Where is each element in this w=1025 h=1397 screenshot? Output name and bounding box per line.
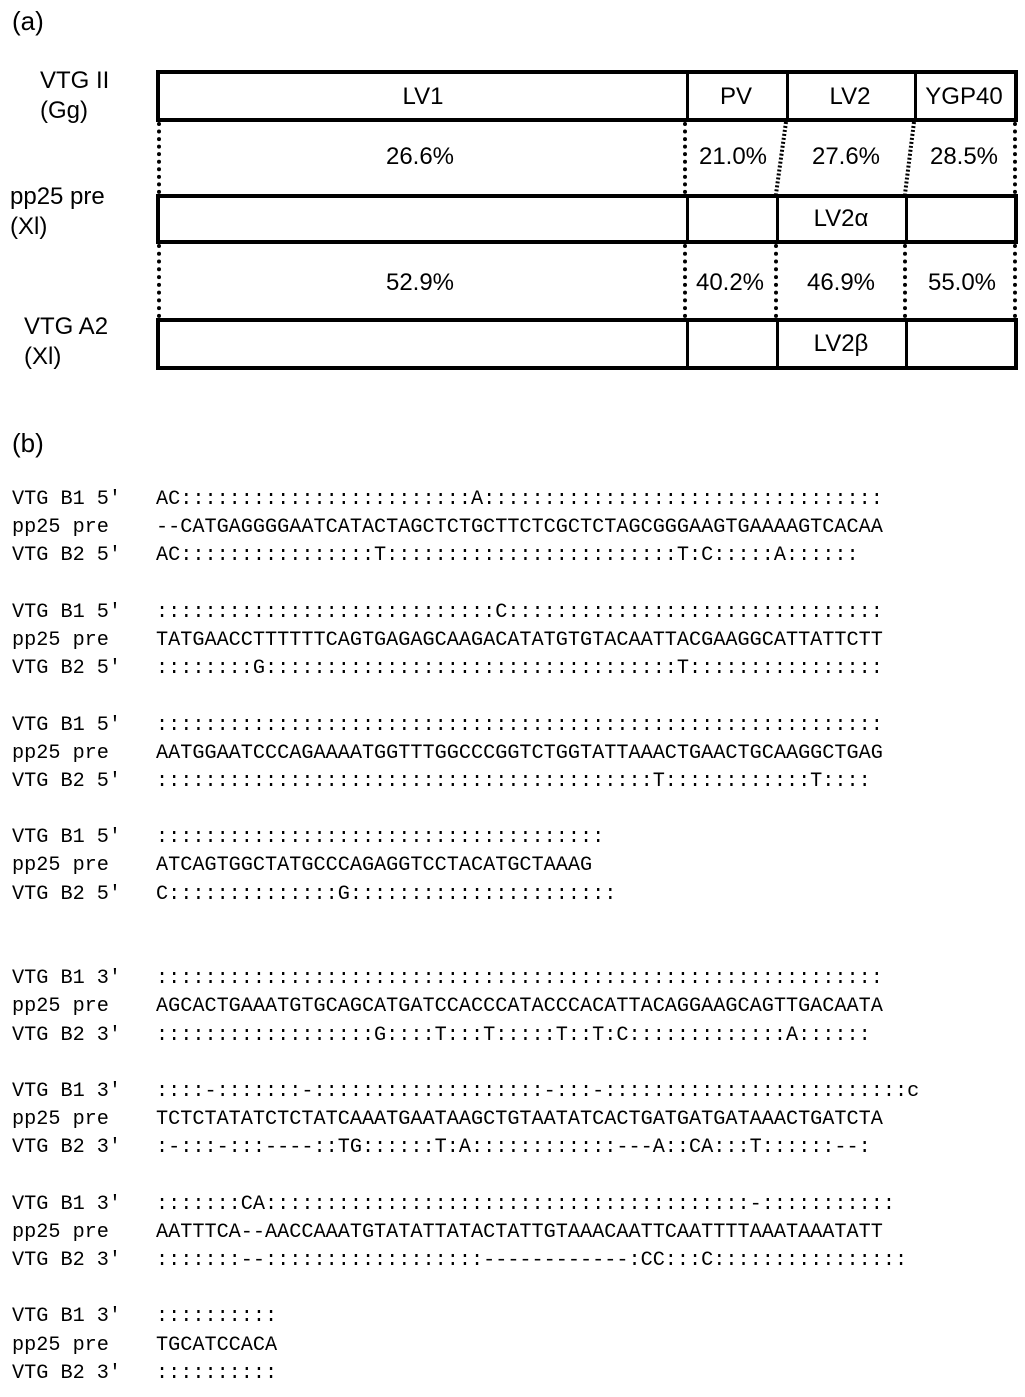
- sequence-text: TGCATCCACA: [156, 1333, 278, 1357]
- sequence-name: VTG B2 3': [12, 1249, 122, 1273]
- identity-1-lv2: 27.6%: [811, 143, 881, 170]
- alignment-line: [12, 542, 919, 570]
- alignment-gap: [12, 1275, 919, 1303]
- identity-2-lv1: 52.9%: [385, 269, 455, 296]
- sequence-text: ::::-:::::::-:::::::::::::::::::-:::-:::::::::::::::::::::::::c: [156, 1079, 920, 1103]
- alignment-line: [12, 1191, 919, 1219]
- sequence-text: ::::::::::::::::::::::::::::C:::::::::::::::::::::::::::::::: [156, 600, 883, 624]
- alignment-line: [12, 1106, 919, 1134]
- domain-diagram: [0, 0, 1025, 380]
- sequence-name: pp25 pre: [12, 1108, 109, 1132]
- alignment-gap: [12, 683, 919, 711]
- alignment-line: [12, 824, 919, 852]
- segment-pv: PV: [719, 83, 752, 110]
- sequence-alignment: [12, 486, 919, 1388]
- connector-pv-lv2: [776, 122, 786, 194]
- sequence-name: VTG B2 5': [12, 769, 122, 793]
- sequence-text: ::::::::::::::::::G::::T:::T:::::T::T:C:::::::::::::A::::::: [156, 1023, 871, 1047]
- sequence-name: VTG B2 3': [12, 1023, 122, 1047]
- alignment-gap: [12, 1050, 919, 1078]
- sequence-text: C::::::::::::::G::::::::::::::::::::::: [156, 882, 617, 906]
- alignment-line: [12, 486, 919, 514]
- sequence-name: VTG B1 5': [12, 826, 122, 850]
- alignment-line: [12, 1247, 919, 1275]
- alignment-line: [12, 768, 919, 796]
- alignment-line: [12, 881, 919, 909]
- row-species-vtg2: (Gg): [40, 97, 88, 124]
- identity-1-ygp40: 28.5%: [929, 143, 999, 170]
- identity-2-pv: 40.2%: [695, 269, 765, 296]
- sequence-text: AATGGAATCCCAGAAAATGGTTTGGCCCGGTCTGGTATTAAACTGAACTGCAAGGCTGAG: [156, 741, 883, 765]
- alignment-line: [12, 1360, 919, 1388]
- row-species-a2: (Xl): [24, 343, 62, 370]
- sequence-text: AATTTCA--AACCAAATGTATATTATACTATTGTAAACAATTCAATTTTAAATAAATATT: [156, 1220, 883, 1244]
- sequence-text: ::::::::::: [156, 1305, 278, 1329]
- identity-2-ygp40: 55.0%: [927, 269, 997, 296]
- alignment-line: [12, 514, 919, 542]
- sequence-name: VTG B1 3': [12, 1305, 122, 1329]
- alignment-line: [12, 1134, 919, 1162]
- panel-a-label: (a): [12, 6, 44, 36]
- sequence-name: VTG B1 3': [12, 1192, 122, 1216]
- sequence-name: pp25 pre: [12, 995, 109, 1019]
- sequence-name: VTG B1 3': [12, 1079, 122, 1103]
- sequence-text: ::::::::G::::::::::::::::::::::::::::::::::T::::::::::::::::: [156, 657, 883, 681]
- row-species-pp25: (Xl): [10, 213, 48, 240]
- sequence-name: pp25 pre: [12, 516, 109, 540]
- alignment-line: [12, 1078, 919, 1106]
- alignment-line: [12, 1022, 919, 1050]
- pp25-divider-1: [686, 198, 689, 240]
- row-name-a2: VTG A2: [24, 313, 109, 340]
- segment-ygp40: YGP40: [925, 83, 1003, 110]
- alignment-line: [12, 993, 919, 1021]
- row-name-vtg2: VTG II: [40, 67, 110, 94]
- sequence-name: VTG B2 5': [12, 657, 122, 681]
- sequence-name: pp25 pre: [12, 854, 109, 878]
- alignment-section-gap: [12, 909, 919, 965]
- sequence-text: TCTCTATATCTCTATCAAATGAATAAGCTGTAATATCACTGATGATGATAAACTGATCTA: [156, 1108, 883, 1132]
- sequence-name: VTG B1 5': [12, 713, 122, 737]
- a2-lv2-label: LV2β: [813, 330, 869, 357]
- row-name-pp25: pp25 pre: [10, 183, 105, 210]
- sequence-name: pp25 pre: [12, 1220, 109, 1244]
- sequence-text: :::::::CA::::::::::::::::::::::::::::::::::::::::-:::::::::::: [156, 1192, 895, 1216]
- sequence-text: :::::::::::::::::::::::::::::::::::::::::T::::::::::::T::::: [156, 769, 871, 793]
- sequence-text: :::::::--::::::::::::::::::------------:CC:::C::::::::::::::::: [156, 1249, 908, 1273]
- segment-lv2: LV2: [829, 83, 871, 110]
- pp25-lv2-label: LV2α: [813, 205, 869, 232]
- alignment-line: [12, 740, 919, 768]
- alignment-gap: [12, 1163, 919, 1191]
- alignment-line: [12, 852, 919, 880]
- alignment-line: [12, 1219, 919, 1247]
- sequence-name: VTG B2 5': [12, 882, 122, 906]
- alignment-gap: [12, 796, 919, 824]
- a2-divider-1: [686, 322, 689, 366]
- sequence-name: pp25 pre: [12, 741, 109, 765]
- alignment-line: [12, 627, 919, 655]
- alignment-line: [12, 965, 919, 993]
- identity-1-lv1: 26.6%: [385, 143, 455, 170]
- sequence-text: AGCACTGAAATGTGCAGCATGATCCACCCATACCCACATTACAGGAAGCAGTTGACAATA: [156, 995, 883, 1019]
- sequence-name: VTG B1 3': [12, 967, 122, 991]
- sequence-text: AC::::::::::::::::T::::::::::::::::::::::::T:C:::::A::::::: [156, 544, 859, 568]
- sequence-text: ::::::::::::::::::::::::::::::::::::::::::::::::::::::::::::: [156, 713, 883, 737]
- identity-1-pv: 21.0%: [698, 143, 768, 170]
- sequence-text: :::::::::::::::::::::::::::::::::::::: [156, 826, 605, 850]
- alignment-line: [12, 655, 919, 683]
- sequence-name: VTG B2 5': [12, 544, 122, 568]
- sequence-name: pp25 pre: [12, 628, 109, 652]
- alignment-line: [12, 712, 919, 740]
- identity-2-lv2: 46.9%: [806, 269, 876, 296]
- sequence-text: ::::::::::: [156, 1361, 278, 1385]
- panel-b-label: (b): [12, 428, 44, 458]
- alignment-line: [12, 1303, 919, 1331]
- sequence-name: VTG B1 5': [12, 600, 122, 624]
- sequence-name: VTG B1 5': [12, 488, 122, 511]
- sequence-text: AC::::::::::::::::::::::::A:::::::::::::::::::::::::::::::::: [156, 488, 883, 511]
- sequence-name: pp25 pre: [12, 1333, 109, 1357]
- sequence-text: TATGAACCTTTTTTCAGTGAGAGCAAGACATATGTGTACAATTACGAAGGCATTATTCTT: [156, 628, 883, 652]
- segment-lv1: LV1: [402, 83, 444, 110]
- sequence-text: :-:::-:::----::TG::::::T:A::::::::::::---A::CA:::T::::::--:: [156, 1136, 871, 1160]
- sequence-name: VTG B2 3': [12, 1361, 122, 1385]
- alignment-gap: [12, 571, 919, 599]
- alignment-line: [12, 1332, 919, 1360]
- sequence-text: ATCAGTGGCTATGCCCAGAGGTCCTACATGCTAAAG: [156, 854, 593, 878]
- alignment-line: [12, 599, 919, 627]
- sequence-text: ::::::::::::::::::::::::::::::::::::::::::::::::::::::::::::: [156, 967, 883, 991]
- sequence-text: --CATGAGGGGAATCATACTAGCTCTGCTTCTCGCTCTAGCGGGAAGTGAAAAGTCACAA: [156, 516, 883, 540]
- sequence-name: VTG B2 3': [12, 1136, 122, 1160]
